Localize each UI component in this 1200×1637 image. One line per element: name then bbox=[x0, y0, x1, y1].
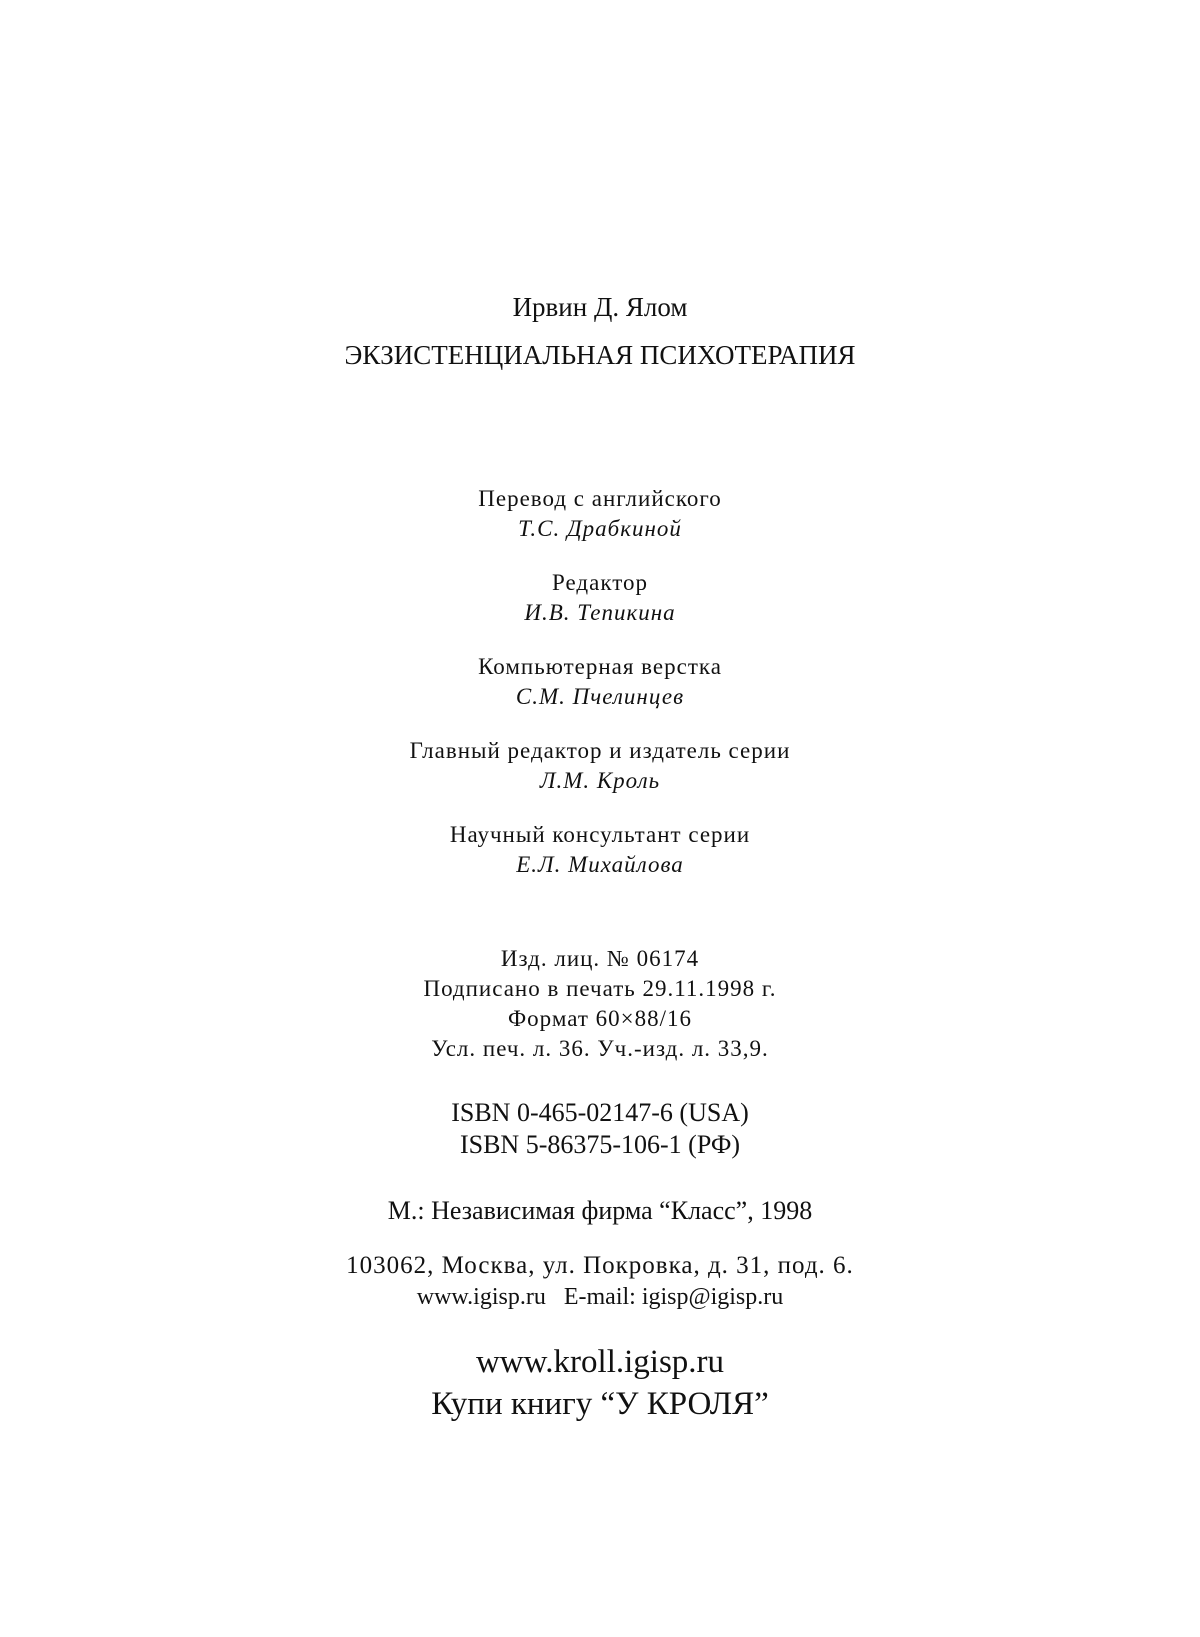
signed-to-print: Подписано в печать 29.11.1998 г. bbox=[423, 976, 777, 1001]
credit-name-chief-editor: Л.М. Кроль bbox=[539, 768, 661, 793]
credit-role-chief-editor: Главный редактор и издатель серии bbox=[409, 738, 791, 763]
credit-name-consultant: Е.Л. Михайлова bbox=[516, 852, 684, 877]
paper-format: Формат 60×88/16 bbox=[508, 1006, 692, 1031]
credit-role-consultant: Научный консультант серии bbox=[449, 822, 751, 847]
license-number: Изд. лиц. № 06174 bbox=[500, 946, 700, 971]
author-name: Ирвин Д. Ялом bbox=[512, 292, 688, 322]
book-title: ЭКЗИСТЕНЦИАЛЬНАЯ ПСИХОТЕРАПИЯ bbox=[344, 340, 856, 370]
promo-url: www.kroll.igisp.ru bbox=[475, 1344, 725, 1380]
promo-slogan: Купи книгу “У КРОЛЯ” bbox=[431, 1386, 769, 1422]
print-sheets: Усл. печ. л. 36. Уч.-изд. л. 33,9. bbox=[431, 1036, 769, 1061]
isbn-rf: ISBN 5-86375-106-1 (РФ) bbox=[459, 1130, 741, 1159]
credit-name-editor: И.В. Тепикина bbox=[524, 600, 676, 625]
publisher-line: М.: Независимая фирма “Класс”, 1998 bbox=[387, 1196, 813, 1225]
credit-name-layout: С.М. Пчелинцев bbox=[515, 684, 685, 709]
credit-name-translator: Т.С. Драбкиной bbox=[518, 516, 682, 541]
credit-role-editor: Редактор bbox=[552, 570, 648, 595]
isbn-usa: ISBN 0-465-02147-6 (USA) bbox=[451, 1098, 749, 1127]
credit-role-translation: Перевод с английского bbox=[478, 486, 722, 511]
publisher-address: 103062, Москва, ул. Покровка, д. 31, под. 6. bbox=[346, 1252, 854, 1279]
credit-role-layout: Компьютерная верстка bbox=[478, 654, 722, 679]
publisher-web-email: www.igisp.ru E-mail: igisp@igisp.ru bbox=[416, 1284, 784, 1310]
